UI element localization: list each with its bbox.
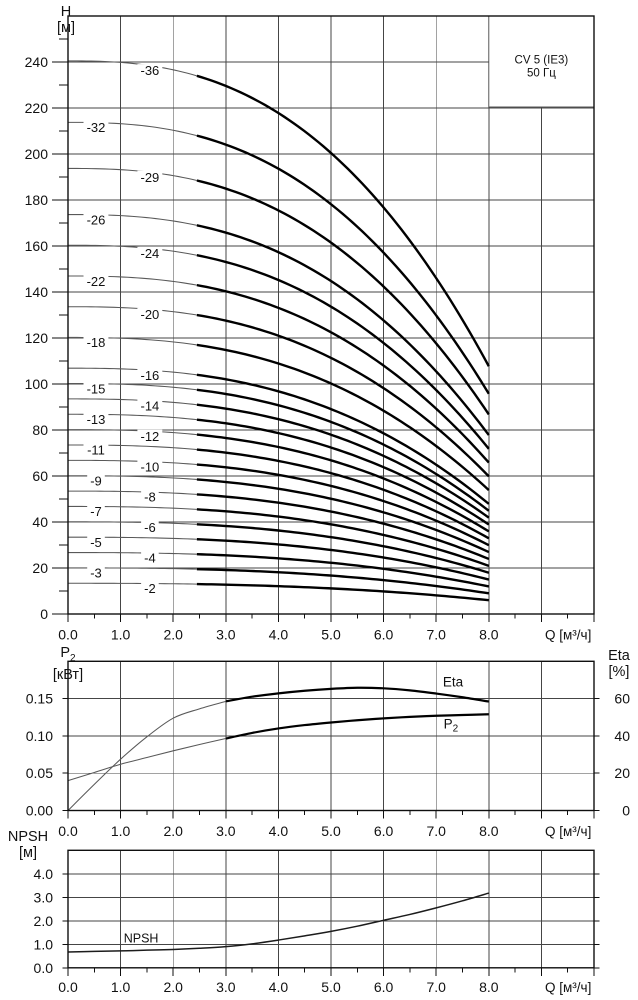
- stage-label: -14: [140, 398, 160, 414]
- x-tick-label: 3.0: [216, 979, 236, 995]
- npsh-axis-symbol: NPSH: [7, 829, 49, 845]
- head-curve-thin-36: [68, 61, 197, 79]
- stage-label: -24: [140, 245, 160, 261]
- head-axis-unit: [м]: [56, 20, 76, 36]
- x-axis-unit-label: Q [м³/ч]: [545, 627, 592, 643]
- head-curve-29: [197, 180, 489, 414]
- y-tick-label: 60: [32, 468, 48, 484]
- head-curve-thin-8: [68, 491, 197, 494]
- eta-curve-thin: [68, 701, 226, 810]
- eta-axis-symbol: Eta: [608, 648, 630, 664]
- stage-label: -26: [86, 212, 106, 228]
- stage-label: -8: [144, 489, 156, 505]
- y-tick-label-right: 0: [622, 802, 630, 819]
- stage-label: -10: [140, 459, 160, 475]
- y-tick-label: 4.0: [33, 865, 53, 882]
- npsh-axis-title: [2, 829, 54, 861]
- x-tick-label: 5.0: [321, 979, 341, 995]
- stage-label: -22: [86, 273, 106, 289]
- y-tick-label-right: 40: [614, 727, 630, 744]
- head-curve-6: [197, 524, 489, 572]
- power-axis-unit: [кВт]: [52, 666, 84, 683]
- power-axis-title: [38, 645, 98, 683]
- y-tick-label: 240: [24, 54, 48, 70]
- x-tick-label: 5.0: [321, 626, 341, 643]
- npsh-axis-unit: [м]: [18, 845, 38, 861]
- x-tick-label: 5.0: [321, 823, 341, 839]
- head-curve-36: [197, 76, 489, 366]
- x-tick-label: 2.0: [163, 626, 183, 643]
- y-tick-label-left: 0.00: [25, 802, 53, 819]
- y-tick-label-right: 60: [614, 690, 630, 707]
- y-tick-label: 200: [24, 146, 48, 162]
- stage-label: -12: [140, 428, 160, 444]
- stage-label: -2: [144, 581, 156, 597]
- eta-axis-unit: [%]: [608, 664, 630, 680]
- x-axis-unit-label: Q [м³/ч]: [545, 980, 592, 995]
- stage-label: -18: [86, 335, 106, 351]
- curve-name-label: NPSH: [123, 931, 159, 946]
- y-tick-label-left: 0.15: [25, 690, 53, 707]
- head-chart: [25, 16, 594, 643]
- p2-curve-thin: [68, 739, 226, 781]
- y-tick-label: 0: [40, 606, 48, 622]
- x-tick-label: 2.0: [163, 823, 183, 839]
- stage-label: -7: [90, 504, 102, 520]
- stage-label: -5: [90, 534, 102, 550]
- stage-label: -4: [144, 550, 156, 566]
- power-axis-symbol: $P_2$: [60, 645, 76, 664]
- power-eta-chart: [26, 661, 630, 839]
- y-tick-label: 140: [24, 284, 48, 300]
- x-tick-label: 3.0: [216, 626, 236, 643]
- x-tick-label: 6.0: [373, 823, 394, 839]
- y-tick-label: 180: [24, 192, 48, 208]
- curve-name-label: Eta: [442, 674, 464, 690]
- y-tick-label: 1.0: [33, 936, 53, 953]
- head-curve-thin-14: [68, 399, 197, 405]
- y-tick-label: 160: [24, 238, 48, 254]
- stage-label: -9: [90, 473, 102, 489]
- x-tick-label: 0.0: [58, 979, 78, 995]
- x-tick-label: 4.0: [268, 626, 289, 643]
- x-tick-label: 6.0: [373, 626, 394, 643]
- model-box-line1: CV 5 (IE3): [514, 54, 569, 67]
- head-curve-thin-16: [68, 368, 197, 375]
- y-tick-label-left: 0.10: [25, 727, 53, 744]
- eta-curve: [226, 688, 489, 702]
- y-tick-label: 0.0: [33, 959, 53, 976]
- x-tick-label: 4.0: [268, 823, 289, 839]
- head-curve-thin-29: [68, 168, 197, 180]
- head-curve-thin-24: [68, 245, 197, 255]
- y-tick-label: 2.0: [33, 912, 53, 929]
- eta-axis-title: [601, 648, 637, 680]
- head-curve-thin-2: [68, 583, 197, 584]
- head-axis-title: [44, 4, 88, 36]
- x-tick-label: 2.0: [163, 979, 183, 995]
- stage-label: -16: [140, 367, 160, 383]
- stage-label: -15: [86, 381, 106, 397]
- x-tick-label: 8.0: [479, 979, 499, 995]
- x-tick-label: 3.0: [216, 823, 236, 839]
- x-tick-label: 1.0: [110, 626, 131, 643]
- y-tick-label: 100: [24, 376, 48, 392]
- stage-label: -11: [87, 442, 105, 458]
- stage-label: -20: [140, 306, 160, 322]
- y-tick-label: 120: [24, 330, 48, 346]
- model-box-line2: 50 Гц: [526, 67, 556, 80]
- stage-label: -6: [144, 520, 156, 536]
- y-tick-label: 40: [32, 514, 48, 530]
- x-tick-label: 8.0: [479, 626, 499, 643]
- head-axis-symbol: H: [60, 4, 72, 20]
- stage-label: -29: [140, 169, 160, 185]
- x-tick-label: 7.0: [426, 823, 446, 839]
- head-curve-thin-4: [68, 553, 197, 555]
- stage-label: -13: [86, 411, 106, 427]
- y-tick-label: 20: [32, 560, 48, 576]
- x-tick-label: 4.0: [268, 979, 289, 995]
- npsh-chart: [34, 850, 600, 995]
- head-curve-7: [197, 509, 489, 565]
- x-tick-label: 7.0: [426, 979, 446, 995]
- x-tick-label: 0.0: [58, 626, 78, 643]
- stage-label: -32: [86, 120, 106, 136]
- y-tick-label-left: 0.05: [25, 765, 53, 782]
- stage-label: -3: [90, 565, 102, 581]
- x-tick-label: 1.0: [110, 979, 131, 995]
- head-curve-thin-20: [68, 307, 197, 315]
- x-tick-label: 8.0: [479, 823, 499, 839]
- x-tick-label: 6.0: [373, 979, 394, 995]
- y-tick-label: 220: [24, 100, 48, 116]
- head-curve-26: [197, 225, 489, 435]
- x-tick-label: 0.0: [58, 823, 78, 839]
- stage-label: -36: [140, 63, 160, 79]
- x-tick-label: 1.0: [110, 823, 131, 839]
- y-tick-label: 3.0: [33, 889, 53, 906]
- y-tick-label-right: 20: [614, 765, 630, 782]
- x-tick-label: 7.0: [426, 626, 446, 643]
- head-curve-thin-10: [68, 460, 197, 464]
- curve-name-label: $P_2$: [443, 716, 459, 735]
- x-axis-unit-label: Q [м³/ч]: [545, 824, 592, 839]
- y-tick-label: 80: [32, 422, 48, 438]
